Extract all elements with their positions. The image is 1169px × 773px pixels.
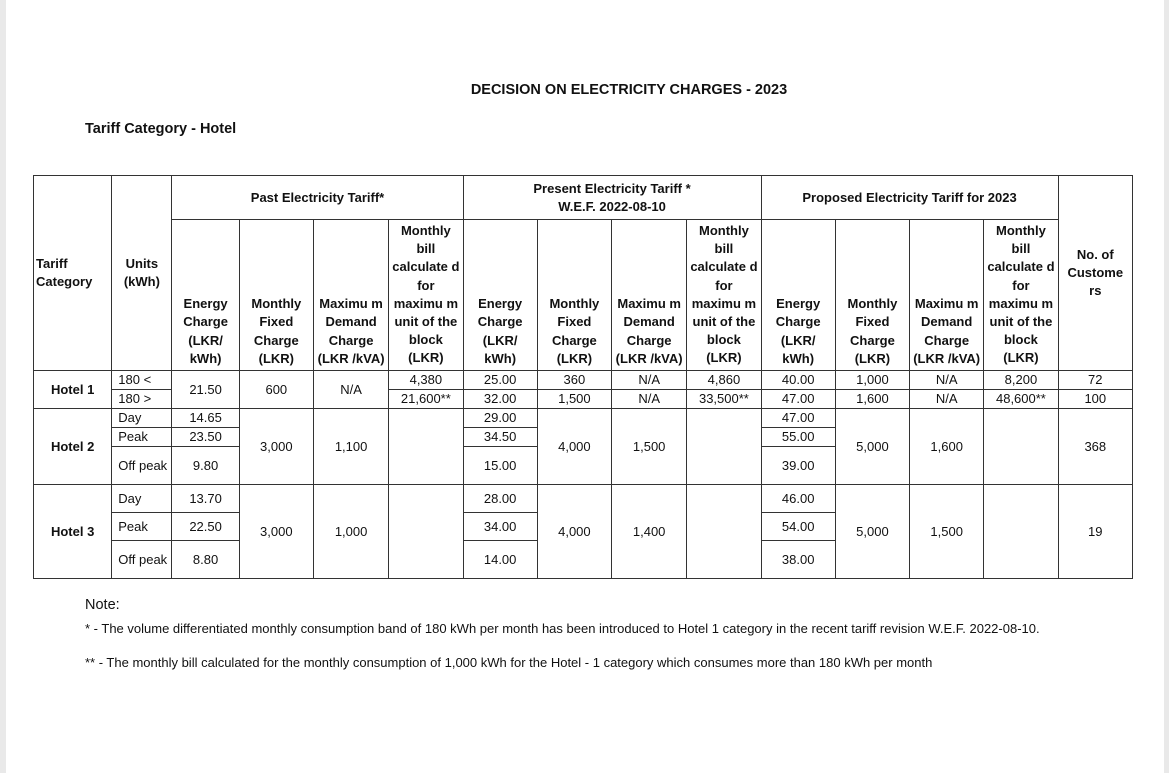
hotel1-past-fixed: 600 — [239, 371, 313, 409]
hotel2-proposed-demand: 1,600 — [910, 409, 984, 485]
header-present-line1: Present Electricity Tariff * — [533, 180, 691, 196]
hotel3-past-energy-peak: 22.50 — [172, 513, 239, 541]
hotel3-past-demand: 1,000 — [313, 485, 388, 579]
hotel1-units-1: 180 < — [112, 371, 172, 390]
hotel1-past-bill-1: 4,380 — [389, 371, 463, 390]
hotel2-proposed-energy-day: 47.00 — [761, 409, 835, 428]
header-proposed-group: Proposed Electricity Tariff for 2023 — [761, 176, 1058, 220]
header-customers: No. of Custome rs — [1058, 176, 1132, 371]
hotel3-present-energy-day: 28.00 — [463, 485, 537, 513]
hotel3-proposed-fixed: 5,000 — [835, 485, 909, 579]
hotel2-name: Hotel 2 — [34, 409, 112, 485]
hotel1-customers-2: 100 — [1058, 390, 1132, 409]
header-present-group — [463, 176, 761, 220]
hotel1-proposed-demand-1: N/A — [910, 371, 984, 390]
table-row — [34, 485, 1133, 513]
hotel2-customers: 368 — [1058, 409, 1132, 485]
hotel1-present-fixed-1: 360 — [537, 371, 611, 390]
note-double-asterisk: ** - The monthly bill calculated for the monthly consumption of 1,000 kWh for the Hotel - 1 category which consumes more than 180 kWh per month — [85, 655, 933, 670]
hotel3-units-peak: Peak — [112, 513, 172, 541]
header-present-line2: W.E.F. 2022-08-10 — [558, 198, 666, 214]
hotel2-past-bill — [389, 409, 463, 485]
header-past-group: Past Electricity Tariff* — [172, 176, 463, 220]
hotel3-units-day: Day — [112, 485, 172, 513]
hotel1-past-energy: 21.50 — [172, 371, 239, 409]
hotel3-proposed-energy-day: 46.00 — [761, 485, 835, 513]
hotel2-past-energy-day: 14.65 — [172, 409, 239, 428]
hotel2-present-demand: 1,500 — [612, 409, 687, 485]
hotel2-proposed-energy-offpeak: 39.00 — [761, 447, 835, 485]
hotel3-proposed-demand: 1,500 — [910, 485, 984, 579]
category-title: Tariff Category - Hotel — [85, 121, 237, 137]
tariff-table — [33, 175, 1133, 579]
hotel1-present-demand-2: N/A — [612, 390, 687, 409]
hotel1-proposed-bill-1: 8,200 — [984, 371, 1058, 390]
hotel1-proposed-fixed-1: 1,000 — [835, 371, 909, 390]
hotel1-proposed-energy-1: 40.00 — [761, 371, 835, 390]
hotel1-past-demand: N/A — [313, 371, 388, 409]
hotel3-past-energy-offpeak: 8.80 — [172, 541, 239, 579]
header-present-energy: Energy Charge (LKR/ kWh) — [463, 220, 537, 371]
table-row — [34, 409, 1133, 428]
header-tariff-category: Tariff Category — [34, 176, 112, 371]
hotel2-present-energy-peak: 34.50 — [463, 428, 537, 447]
hotel3-present-energy-offpeak: 14.00 — [463, 541, 537, 579]
hotel2-present-energy-offpeak: 15.00 — [463, 447, 537, 485]
hotel1-present-demand-1: N/A — [612, 371, 687, 390]
hotel1-present-bill-2: 33,500** — [687, 390, 761, 409]
hotel1-proposed-bill-2: 48,600** — [984, 390, 1058, 409]
hotel3-present-energy-peak: 34.00 — [463, 513, 537, 541]
hotel2-units-offpeak: Off peak — [112, 447, 172, 485]
hotel2-proposed-energy-peak: 55.00 — [761, 428, 835, 447]
hotel2-past-energy-peak: 23.50 — [172, 428, 239, 447]
hotel2-past-demand: 1,100 — [313, 409, 388, 485]
hotel3-name: Hotel 3 — [34, 485, 112, 579]
hotel3-proposed-energy-offpeak: 38.00 — [761, 541, 835, 579]
hotel3-customers: 19 — [1058, 485, 1132, 579]
hotel2-past-fixed: 3,000 — [239, 409, 313, 485]
header-proposed-fixed: Monthly Fixed Charge (LKR) — [835, 220, 909, 371]
document-title: DECISION ON ELECTRICITY CHARGES - 2023 — [470, 82, 788, 98]
hotel1-name: Hotel 1 — [34, 371, 112, 409]
hotel2-present-fixed: 4,000 — [537, 409, 611, 485]
hotel1-present-fixed-2: 1,500 — [537, 390, 611, 409]
hotel1-proposed-demand-2: N/A — [910, 390, 984, 409]
hotel2-present-bill — [687, 409, 761, 485]
hotel1-present-bill-1: 4,860 — [687, 371, 761, 390]
header-proposed-energy: Energy Charge (LKR/ kWh) — [761, 220, 835, 371]
hotel1-present-energy-2: 32.00 — [463, 390, 537, 409]
hotel2-present-energy-day: 29.00 — [463, 409, 537, 428]
hotel3-proposed-bill — [984, 485, 1058, 579]
notes-heading: Note: — [85, 597, 120, 613]
table-row — [34, 371, 1133, 390]
hotel3-past-energy-day: 13.70 — [172, 485, 239, 513]
hotel3-proposed-energy-peak: 54.00 — [761, 513, 835, 541]
hotel3-present-fixed: 4,000 — [537, 485, 611, 579]
header-present-bill: Monthly bill calculate d for maximu m unit of the block (LKR) — [687, 220, 761, 371]
hotel1-units-2: 180 > — [112, 390, 172, 409]
header-proposed-bill: Monthly bill calculate d for maximu m unit of the block (LKR) — [984, 220, 1058, 371]
header-past-fixed: Monthly Fixed Charge (LKR) — [239, 220, 313, 371]
hotel3-past-fixed: 3,000 — [239, 485, 313, 579]
header-units: Units (kWh) — [112, 176, 172, 371]
document-page — [6, 0, 1164, 773]
header-present-demand: Maximu m Demand Charge (LKR /kVA) — [612, 220, 687, 371]
hotel2-units-day: Day — [112, 409, 172, 428]
hotel1-present-energy-1: 25.00 — [463, 371, 537, 390]
header-row-columns — [34, 220, 1133, 371]
hotel1-proposed-energy-2: 47.00 — [761, 390, 835, 409]
hotel2-proposed-bill — [984, 409, 1058, 485]
hotel2-past-energy-offpeak: 9.80 — [172, 447, 239, 485]
header-row-groups — [34, 176, 1133, 220]
hotel1-proposed-fixed-2: 1,600 — [835, 390, 909, 409]
hotel3-units-offpeak: Off peak — [112, 541, 172, 579]
header-present-fixed: Monthly Fixed Charge (LKR) — [537, 220, 611, 371]
hotel1-past-bill-2: 21,600** — [389, 390, 463, 409]
hotel3-present-bill — [687, 485, 761, 579]
hotel3-past-bill — [389, 485, 463, 579]
note-single-asterisk: * - The volume differentiated monthly consumption band of 180 kWh per month has been introduced to Hotel 1 category in the recent tariff revision W.E.F. 2022-08-10. — [85, 621, 1040, 636]
header-past-demand: Maximu m Demand Charge (LKR /kVA) — [313, 220, 388, 371]
header-past-energy: Energy Charge (LKR/ kWh) — [172, 220, 239, 371]
hotel2-units-peak: Peak — [112, 428, 172, 447]
hotel3-present-demand: 1,400 — [612, 485, 687, 579]
hotel2-proposed-fixed: 5,000 — [835, 409, 909, 485]
header-past-bill: Monthly bill calculate d for maximu m unit of the block (LKR) — [389, 220, 463, 371]
header-proposed-demand: Maximu m Demand Charge (LKR /kVA) — [910, 220, 984, 371]
hotel1-customers-1: 72 — [1058, 371, 1132, 390]
